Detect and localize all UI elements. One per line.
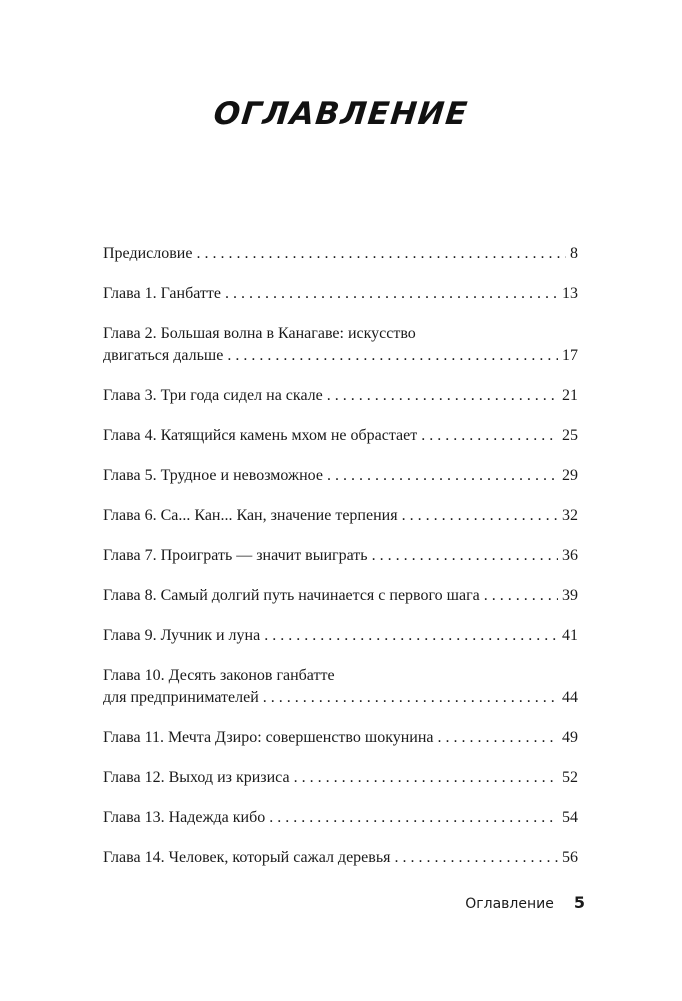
dot-leader: [372, 545, 558, 567]
running-head: Оглавление: [465, 896, 554, 912]
toc-entry: [103, 665, 578, 709]
toc-entry: [103, 385, 578, 407]
dot-leader: [394, 847, 558, 869]
dot-leader: [227, 345, 558, 367]
dot-leader: [484, 585, 558, 607]
toc-entry-last-line: [103, 385, 578, 407]
toc-entry-title: Глава 9. Лучник и луна: [103, 627, 261, 644]
toc-entry-last-line: [103, 727, 578, 749]
toc-entry: [103, 807, 578, 829]
toc-entry-page: 25: [562, 427, 578, 444]
dot-leader: [327, 465, 558, 487]
toc-entry: [103, 545, 578, 567]
toc-entry-last-line: [103, 807, 578, 829]
toc-entry-last-line: [103, 345, 578, 367]
toc-entry-title: Глава 7. Проиграть — значит выиграть: [103, 547, 368, 564]
toc-entry: [103, 585, 578, 607]
toc-entry-title-line: Глава 10. Десять законов ганбатте: [103, 667, 335, 684]
page-number: 5: [573, 893, 585, 912]
toc-entry-last-line: [103, 687, 578, 709]
toc-entry: [103, 425, 578, 447]
toc-entry-title: Глава 4. Катящийся камень мхом не обрастает: [103, 427, 418, 444]
toc-entry-title: Глава 11. Мечта Дзиро: совершенство шокунина: [103, 729, 434, 746]
toc-entry-page: 13: [562, 285, 578, 302]
toc-entry: [103, 847, 578, 869]
toc-entry-page: 8: [570, 245, 578, 262]
toc-entry-page: 36: [562, 547, 578, 564]
toc-entry-title: Глава 6. Са... Кан... Кан, значение терпения: [103, 507, 398, 524]
toc-entry-title: Глава 12. Выход из кризиса: [103, 769, 290, 786]
dot-leader: [327, 385, 558, 407]
dot-leader: [225, 283, 558, 305]
toc-entry-page: 21: [562, 387, 578, 404]
toc-entry-title: двигаться дальше: [103, 347, 224, 364]
toc-entry-page: 39: [562, 587, 578, 604]
toc-entry-last-line: [103, 425, 578, 447]
toc-entry-title: Глава 5. Трудное и невозможное: [103, 467, 323, 484]
toc-entry: [103, 505, 578, 527]
toc-entry-page: 17: [562, 347, 578, 364]
dot-leader: [196, 243, 566, 265]
toc-entry: [103, 243, 578, 265]
toc-entry-last-line: [103, 847, 578, 869]
toc-entry-last-line: [103, 243, 578, 265]
dot-leader: [294, 767, 558, 789]
page-footer: [465, 893, 585, 912]
toc-entry-title: Глава 1. Ганбатте: [103, 285, 222, 302]
toc-entry-title: Глава 14. Человек, который сажал деревья: [103, 849, 391, 866]
toc-entry-last-line: [103, 505, 578, 527]
toc-entry-last-line: [103, 283, 578, 305]
toc-entry-last-line: [103, 465, 578, 487]
page-title: ОГЛАВЛЕНИЕ: [211, 96, 471, 132]
dot-leader: [438, 727, 558, 749]
toc-entry-page: 32: [562, 507, 578, 524]
toc-entry-page: 44: [562, 689, 578, 706]
table-of-contents: [103, 243, 578, 887]
toc-entry-title: Глава 8. Самый долгий путь начинается с первого шага: [103, 587, 480, 604]
toc-entry-title: для предпринимателей: [103, 689, 259, 706]
dot-leader: [264, 625, 558, 647]
dot-leader: [269, 807, 558, 829]
toc-entry-title: Глава 13. Надежда кибо: [103, 809, 266, 826]
toc-entry-last-line: [103, 767, 578, 789]
toc-entry: [103, 767, 578, 789]
toc-entry-title: Предисловие: [103, 245, 193, 262]
dot-leader: [402, 505, 558, 527]
toc-entry-page: 49: [562, 729, 578, 746]
toc-entry: [103, 625, 578, 647]
toc-entry-last-line: [103, 545, 578, 567]
dot-leader: [421, 425, 558, 447]
toc-entry-last-line: [103, 625, 578, 647]
toc-entry-title-line: Глава 2. Большая волна в Канагаве: искусство: [103, 325, 416, 342]
toc-entry-page: 52: [562, 769, 578, 786]
toc-entry-last-line: [103, 585, 578, 607]
toc-entry-page: 41: [562, 627, 578, 644]
toc-entry-page: 54: [562, 809, 578, 826]
dot-leader: [263, 687, 558, 709]
toc-entry-page: 56: [562, 849, 578, 866]
toc-entry: [103, 727, 578, 749]
toc-entry-page: 29: [562, 467, 578, 484]
toc-entry: [103, 283, 578, 305]
toc-entry: [103, 323, 578, 367]
toc-entry-title: Глава 3. Три года сидел на скале: [103, 387, 323, 404]
toc-entry: [103, 465, 578, 487]
